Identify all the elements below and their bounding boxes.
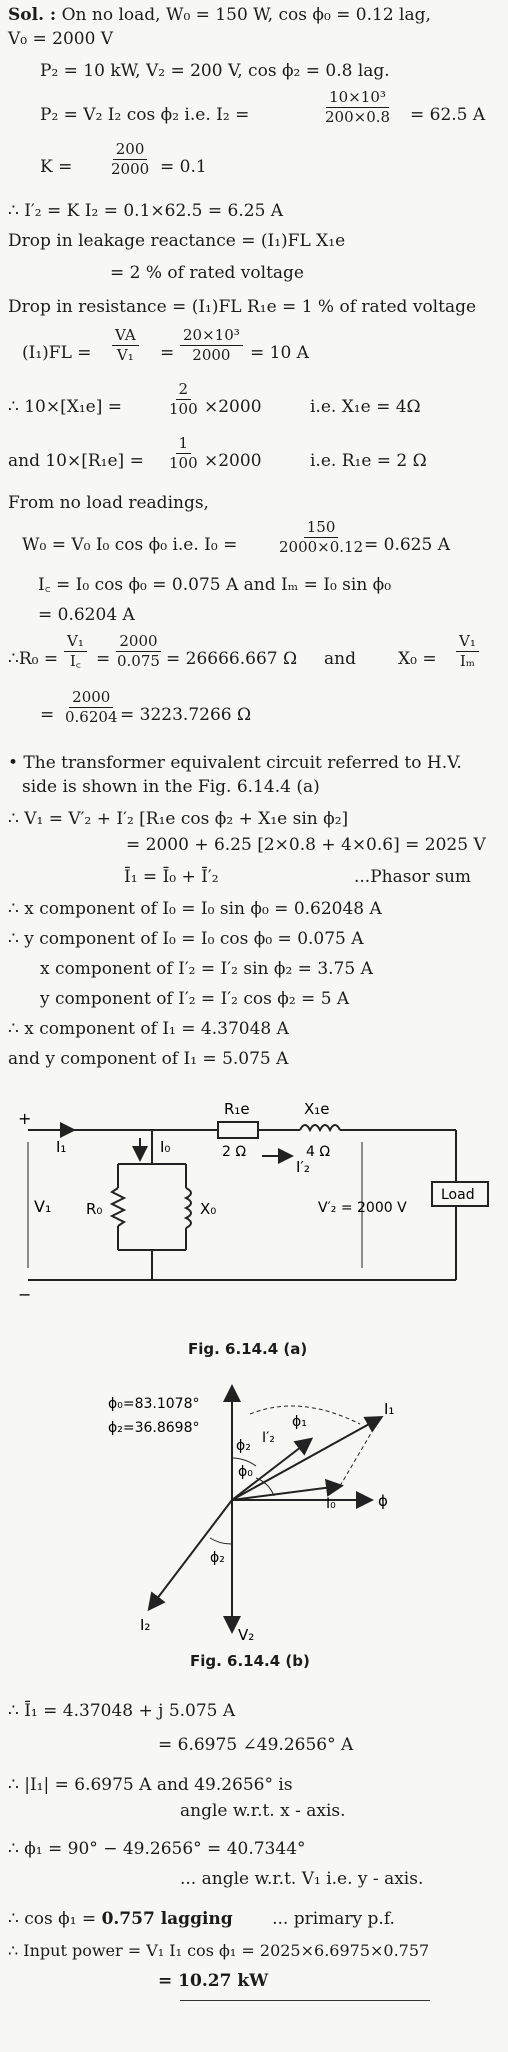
phasor-i0: I₀ (326, 1496, 336, 1512)
x1e-lhs: ∴ 10×[X₁e] = (8, 397, 122, 417)
drop-reactance: Drop in leakage reactance = (I₁)FL X₁e (8, 231, 346, 251)
i1fl-result: = 10 A (250, 343, 309, 363)
fig-b-caption: Fig. 6.14.4 (b) (190, 1652, 310, 1670)
i2-fraction: 10×10³ 200×0.8 (325, 88, 391, 126)
x1e-result: i.e. X₁e = 4Ω (310, 397, 421, 417)
result-5: ∴ ϕ₁ = 90° − 49.2656° = 40.7344° (8, 1839, 306, 1859)
result-7: ∴ cos ϕ₁ = 0.757 lagging ... primary p.f. (8, 1909, 395, 1929)
i1fl-frac1: VA V₁ (112, 326, 139, 365)
r0-result: = 26666.667 Ω (166, 649, 298, 669)
i2-prime-line: ∴ I′₂ = K I₂ = 0.1×62.5 = 6.25 A (8, 201, 284, 221)
phasor-i2p: I′₂ (262, 1430, 275, 1446)
r1e-value: 2 Ω (222, 1144, 247, 1160)
drop-reactance-2: = 2 % of rated voltage (110, 263, 304, 283)
phasor-phi2-bottom: ϕ₂ (210, 1550, 225, 1566)
comp-2: ∴ y component of I₀ = I₀ cos ϕ₀ = 0.075 A (8, 929, 364, 949)
drop-resistance: Drop in resistance = (I₁)FL R₁e = 1 % of rated voltage (8, 297, 477, 317)
i2-result: = 62.5 A (410, 105, 486, 125)
k-fraction: 200 2000 (111, 140, 150, 178)
fig-a-caption: Fig. 6.14.4 (a) (188, 1340, 308, 1358)
comp-1: ∴ x component of I₀ = I₀ sin ϕ₀ = 0.62048 A (8, 899, 382, 919)
result-2: = 6.6975 ∠49.2656° A (158, 1735, 354, 1755)
given-line-2: V₀ = 2000 V (8, 29, 114, 49)
result-4: angle w.r.t. x - axis. (180, 1801, 346, 1821)
phasor-phi0: ϕ₀ (238, 1464, 253, 1480)
solution-page: Sol. : On no load, W₀ = 150 W, cos ϕ₀ = 0.12 lag, V₀ = 2000 V P₂ = 10 kW, V₂ = 200 V, cos ϕ₂ = 0.8 lag. P₂ = V₂ I₂ cos ϕ₂ i.e. I₂ = 10×10³ 200×0.8 = 62.5 A K = 200 2000 = 0.1 ∴ I′₂ = K I₂ = 0.1×62.5 = 6.25 A Drop in leakage reactance = (I₁)FL X₁e = 2 % of rated voltage Drop in resistance = (I₁)FL R₁e = 1 % of rated voltage (I₁)FL = VA V₁ = 20×10³ 2000 = 10 A ∴ 10×[X₁e] = 2 100 ×2000 i.e. X₁e = 4Ω and 10×[R₁e] = 1 100 ×2000 i.e. R₁e = 2 Ω From no load readings, W₀ = V₀ I₀ cos ϕ₀ i.e. I₀ = 150 2000×0.12 = 0.625 A I꜀ = I₀ cos ϕ₀ = 0.075 A and Iₘ = I₀ sin ϕ₀ = 0.6204 A ∴R₀ = V₁ I꜀ = 2000 0.075 = 26666.667 Ω and X₀ = V₁ Iₘ = 2000 0.6204 = 3223.7266 Ω • The transformer equivalent circuit referred to H.V. side is shown in the Fig. 6.14.4 (a) ∴ V₁ = V′₂ + I′₂ [R₁e cos ϕ₂ + X₁e sin ϕ₂] = 2000 + 6.25 [2×0.8 + 4×0.6] = 2025 V Ī₁ = Ī₀ + Ī′₂ ...Phasor sum ∴ x component of I₀ = I₀ sin ϕ₀ = 0.62048 A ∴ y component of I₀ = I₀ cos ϕ₀ = 0.075 A x component of I′₂ = I′₂ sin ϕ₂ = 3.75 A y component of I′₂ = I′₂ cos ϕ₂ = 5 A ∴ x component of I₁ = 4.37048 A and y component of I₁ = 5.075 A + − I₁ I₀ R₁e 2 Ω X₁e 4 Ω I′₂ V₁ R₀ X₀ V′₂ = 2000 V Load Fig. 6.14.4 (a) ϕ₀=83.1078° ϕ₂=36.8698° I₁ I′₂ ϕ₁ ϕ₂ ϕ₀ I₀ ϕ ϕ₂ I₂ V₂ Fig. 6.14.4 (b) ∴ Ī₁ = 4.37048 + j 5.075 A = 6.6975 ∠49.2656° A ∴ |I₁| = 6.6975 A and 49.2656° is angle w.r.t. x - axis. ∴ ϕ₁ = 90° − 49.2656° = 40.7344° ... angle w.r.t. V₁ i.e. y - axis. ∴ cos ϕ₁ = 0.757 lagging ... primary p.f. ∴ Input power = V₁ I₁ cos ϕ₁ = 2025×6.6975×0.757 = 10.27 kW (0, 0, 508, 2052)
pf-answer: 0.757 lagging (101, 1909, 233, 1929)
phasor-diagram (0, 1368, 508, 1648)
phi0-value: ϕ₀=83.1078° (108, 1396, 200, 1412)
phasor-phi1: ϕ₁ (292, 1414, 307, 1430)
i2p-label: I′₂ (296, 1158, 310, 1176)
bullet-line-1: • The transformer equivalent circuit referred to H.V. (8, 753, 462, 773)
im-value: = 0.6204 A (38, 605, 135, 625)
closing-rule (180, 2000, 430, 2001)
v2p-label: V′₂ = 2000 V (318, 1200, 407, 1216)
comp-3: x component of I′₂ = I′₂ sin ϕ₂ = 3.75 A (40, 959, 373, 979)
ic-im-line: I꜀ = I₀ cos ϕ₀ = 0.075 A and Iₘ = I₀ sin ϕ₀ (38, 575, 392, 595)
r1e-fraction: 1 100 (169, 434, 198, 472)
comp-6: and y component of I₁ = 5.075 A (8, 1049, 289, 1069)
result-6: ... angle w.r.t. V₁ i.e. y - axis. (180, 1869, 424, 1889)
phasor-v2: V₂ (238, 1626, 255, 1644)
i1fl-lhs: (I₁)FL = (22, 343, 92, 363)
x0-result: = 3223.7266 Ω (120, 705, 252, 725)
phasor-phi-axis: ϕ (378, 1492, 388, 1510)
v1-eq: ∴ V₁ = V′₂ + I′₂ [R₁e cos ϕ₂ + X₁e sin ϕ₂] (8, 809, 349, 829)
result-1: ∴ Ī₁ = 4.37048 + j 5.075 A (8, 1701, 236, 1721)
x0-fraction: 2000 0.6204 (65, 688, 118, 726)
comp-4: y component of I′₂ = I′₂ cos ϕ₂ = 5 A (40, 989, 350, 1009)
load-data: P₂ = 10 kW, V₂ = 200 V, cos ϕ₂ = 0.8 lag. (40, 61, 390, 81)
r0-frac2: 2000 0.075 (117, 632, 160, 670)
phasor-phi2-top: ϕ₂ (236, 1438, 251, 1454)
i2-eq-lhs: P₂ = V₂ I₂ cos ϕ₂ i.e. I₂ = (40, 105, 250, 125)
x1e-value: 4 Ω (306, 1144, 331, 1160)
result-8: ∴ Input power = V₁ I₁ cos ϕ₁ = 2025×6.6975×0.757 (8, 1941, 430, 1960)
i0-label: I₀ (160, 1138, 171, 1156)
v1-calc: = 2000 + 6.25 [2×0.8 + 4×0.6] = 2025 V (126, 835, 486, 855)
no-load-heading: From no load readings, (8, 493, 209, 513)
r0-frac1: V₁ I꜀ (64, 632, 87, 671)
plus-terminal: + (18, 1109, 32, 1128)
r0-lhs: ∴R₀ = (8, 649, 59, 669)
comp-5: ∴ x component of I₁ = 4.37048 A (8, 1019, 289, 1039)
phasor-i1: I₁ (384, 1400, 395, 1418)
result-3: ∴ |I₁| = 6.6975 A and 49.2656° is (8, 1775, 293, 1795)
k-result: = 0.1 (160, 157, 207, 177)
i1-phasor-sum: Ī₁ = Ī₀ + Ī′₂ (124, 867, 219, 887)
x1e-fraction: 2 100 (169, 380, 198, 418)
r1e-label: R₁e (224, 1100, 250, 1118)
r1e-lhs: and 10×[R₁e] = (8, 451, 144, 471)
i1-label: I₁ (56, 1138, 67, 1156)
minus-terminal: − (18, 1285, 32, 1304)
input-power-answer: = 10.27 kW (158, 1971, 269, 1991)
load-box-label: Load (441, 1187, 475, 1203)
x0-frac: V₁ Iₘ (456, 632, 479, 671)
sol-label: Sol. : (8, 5, 57, 25)
i0-fraction: 150 2000×0.12 (279, 518, 364, 556)
v1-label: V₁ (34, 1197, 52, 1216)
equivalent-circuit-diagram (0, 1072, 508, 1332)
given-line-1: Sol. : On no load, W₀ = 150 W, cos ϕ₀ = 0.12 lag, (8, 5, 431, 25)
w0-lhs: W₀ = V₀ I₀ cos ϕ₀ i.e. I₀ = (22, 535, 238, 555)
k-lhs: K = (40, 157, 73, 177)
bullet-line-2: side is shown in the Fig. 6.14.4 (a) (22, 777, 320, 797)
i1fl-frac2: 20×10³ 2000 (180, 326, 243, 365)
i0-result: = 0.625 A (364, 535, 450, 555)
r1e-result: i.e. R₁e = 2 Ω (310, 451, 427, 471)
r0-label: R₀ (86, 1200, 103, 1218)
x0-label: X₀ (200, 1200, 217, 1218)
phasor-i2: I₂ (140, 1616, 151, 1634)
x1e-label: X₁e (304, 1100, 330, 1118)
phi2-value: ϕ₂=36.8698° (108, 1420, 200, 1436)
